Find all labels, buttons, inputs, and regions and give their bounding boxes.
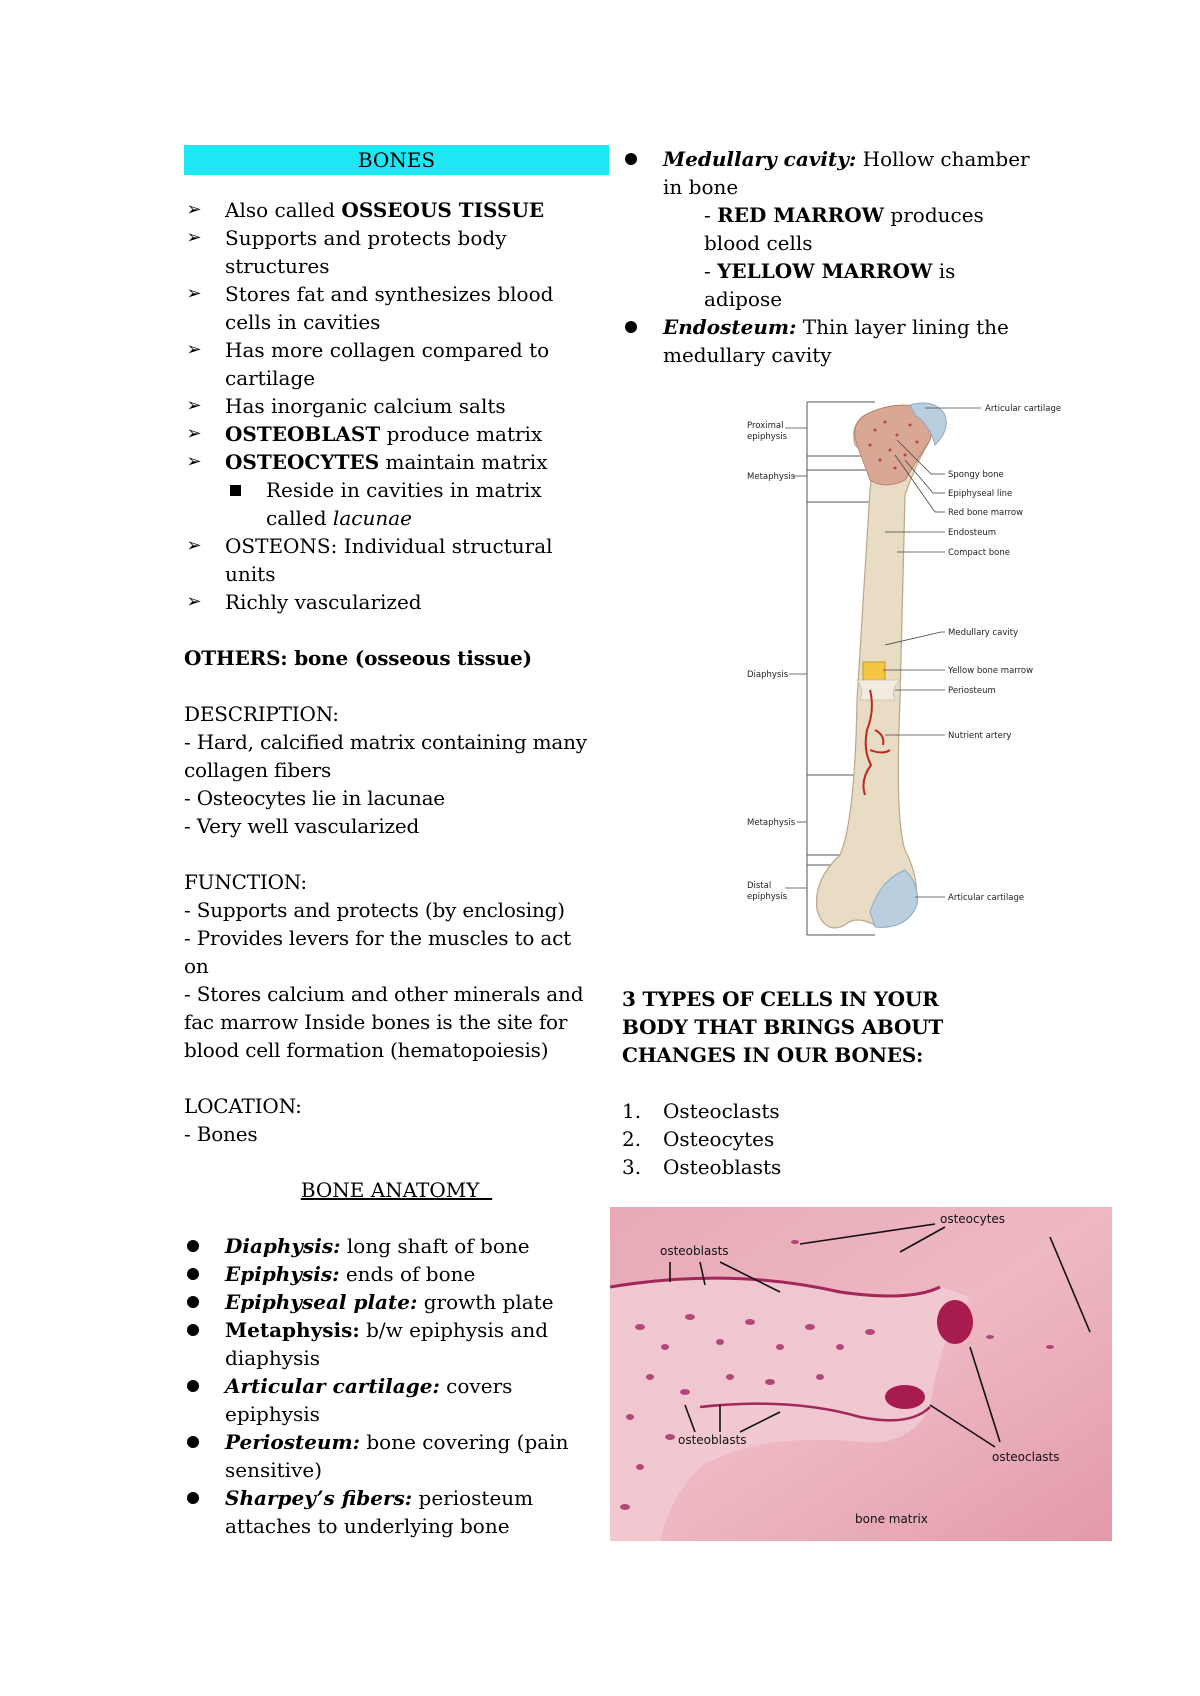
label-red-bone-marrow: Red bone marrow <box>948 508 1024 518</box>
definition: attaches to underlying bone <box>225 1514 510 1538</box>
list-item <box>184 588 604 616</box>
definition: Hollow chamber <box>856 147 1030 171</box>
definition: long shaft of bone <box>340 1234 530 1258</box>
sub-list-item-continuation <box>184 504 604 532</box>
list-item <box>184 420 604 448</box>
description-line: - Hard, calcified matrix containing many <box>184 730 587 754</box>
list-number: 2. <box>622 1127 642 1151</box>
marrow-line <box>622 201 1142 229</box>
function-line: - Provides levers for the muscles to act <box>184 926 571 950</box>
list-item <box>622 313 1142 341</box>
item-text: units <box>225 562 276 586</box>
bone-region-labels <box>745 400 815 940</box>
label-osteocytes: osteocytes <box>940 1212 1006 1226</box>
list-number: 3. <box>622 1155 642 1179</box>
item-text: Osteoclasts <box>663 1099 780 1123</box>
arrowhead-bullet-icon: ➢ <box>186 423 202 444</box>
item-text: produce matrix <box>380 422 543 446</box>
dash: - <box>704 203 718 227</box>
square-bullet-icon <box>230 485 241 496</box>
item-text: maintain matrix <box>379 450 548 474</box>
definition: Thin layer lining the <box>796 315 1009 339</box>
list-item <box>622 1097 1142 1125</box>
definition: bone covering (pain <box>360 1430 569 1454</box>
left-labels <box>747 421 796 902</box>
cells-heading-line: CHANGES IN OUR BONES: <box>622 1043 924 1067</box>
arrowhead-bullet-icon: ➢ <box>186 395 202 416</box>
list-item <box>184 1288 604 1316</box>
item-bold: OSTEOCYTES <box>225 450 380 474</box>
cells-heading <box>622 1013 1142 1041</box>
anatomy-list <box>184 1232 604 1540</box>
page-title: BONES <box>184 145 609 175</box>
list-item <box>184 1260 604 1288</box>
term: Endosteum: <box>663 315 797 339</box>
list-item <box>184 336 604 364</box>
term: Epiphysis: <box>225 1262 340 1286</box>
sub-list-item <box>184 476 604 504</box>
label-nutrient-artery: Nutrient artery <box>948 731 1012 741</box>
marrow-line-continuation: blood cells <box>704 231 813 255</box>
round-bullet-icon <box>187 1324 199 1336</box>
term: RED MARROW <box>717 203 885 227</box>
label-compact-bone: Compact bone <box>948 548 1010 558</box>
label-diaphysis: Diaphysis <box>747 670 789 680</box>
list-item <box>184 1316 604 1344</box>
list-item <box>622 1125 1142 1153</box>
list-item-continuation <box>184 1456 604 1484</box>
marrow-line-continuation: adipose <box>704 287 783 311</box>
label-medullary-cavity: Medullary cavity <box>948 628 1019 638</box>
arrowhead-bullet-icon: ➢ <box>186 451 202 472</box>
label-distal: Distal <box>747 881 772 891</box>
label-periosteum: Periosteum <box>948 686 996 696</box>
definition: ends of bone <box>339 1262 476 1286</box>
list-item-continuation <box>184 364 604 392</box>
list-item <box>184 196 604 224</box>
list-item-continuation <box>184 252 604 280</box>
definition: growth plate <box>417 1290 554 1314</box>
term: Periosteum: <box>225 1430 361 1454</box>
round-bullet-icon <box>625 153 637 165</box>
label-osteoblasts-top: osteoblasts <box>660 1244 729 1258</box>
list-item <box>184 392 604 420</box>
label-bone-matrix: bone matrix <box>855 1512 928 1526</box>
label-osteoclasts: osteoclasts <box>992 1450 1060 1464</box>
list-item <box>184 1484 604 1512</box>
others-heading-text: OTHERS: bone (osseous tissue) <box>184 646 532 670</box>
label-yellow-bone-marrow: Yellow bone marrow <box>948 666 1034 676</box>
list-item <box>184 532 604 560</box>
item-text: Osteoblasts <box>663 1155 782 1179</box>
label-epiphyseal-line: Epiphyseal line <box>948 489 1013 499</box>
list-item-continuation <box>184 560 604 588</box>
term: Medullary cavity: <box>663 147 857 171</box>
definition: medullary cavity <box>663 343 832 367</box>
item-text: Osteocytes <box>663 1127 775 1151</box>
others-heading <box>184 644 604 672</box>
label-proximal-epiphysis: epiphysis <box>747 432 788 442</box>
list-item <box>184 280 604 308</box>
description-line: collagen fibers <box>184 758 332 782</box>
list-item <box>184 1372 604 1400</box>
list-item-continuation <box>184 308 604 336</box>
term: Diaphysis: <box>225 1234 341 1258</box>
list-item-continuation <box>622 173 1142 201</box>
label-proximal: Proximal <box>747 421 784 431</box>
term: Metaphysis: <box>225 1318 360 1342</box>
label-metaphysis-distal: Metaphysis <box>747 818 796 828</box>
definition: sensitive) <box>225 1458 323 1482</box>
osteoclast-cell <box>885 1385 925 1409</box>
item-text: Has inorganic calcium salts <box>225 394 506 418</box>
bones-list <box>184 196 604 616</box>
item-text: Supports and protects body <box>225 226 507 250</box>
arrowhead-bullet-icon: ➢ <box>186 339 202 360</box>
function-line: - Stores calcium and other minerals and <box>184 982 584 1006</box>
dash: - <box>704 259 718 283</box>
item-text: cartilage <box>225 366 316 390</box>
term: YELLOW MARROW <box>717 259 933 283</box>
label-osteoblasts-bottom: osteoblasts <box>678 1433 747 1447</box>
cells-heading-line: BODY THAT BRINGS ABOUT <box>622 1015 944 1039</box>
label-articular-cartilage-distal: Articular cartilage <box>948 893 1025 903</box>
list-item-continuation <box>184 1344 604 1372</box>
item-italic: lacunae <box>332 506 412 530</box>
list-item-continuation <box>184 1512 604 1540</box>
function-line: fac marrow Inside bones is the site for <box>184 1010 568 1034</box>
item-text: Stores fat and synthesizes blood <box>225 282 554 306</box>
list-item-continuation <box>184 1400 604 1428</box>
function-line: - Supports and protects (by enclosing) <box>184 898 565 922</box>
definition: covers <box>439 1374 513 1398</box>
label-distal-epiphysis: epiphysis <box>747 892 788 902</box>
anatomy-heading-text: BONE ANATOMY <box>300 1178 480 1202</box>
term: Epiphyseal plate: <box>225 1290 418 1314</box>
term: Sharpey’s fibers: <box>225 1486 413 1510</box>
location-label: LOCATION: <box>184 1094 302 1118</box>
label-endosteum: Endosteum <box>948 528 997 538</box>
item-text: Reside in cavities in matrix <box>266 478 542 502</box>
function-line: blood cell formation (hematopoiesis) <box>184 1038 549 1062</box>
cells-heading <box>622 985 1142 1013</box>
cells-heading <box>622 1041 1142 1069</box>
definition: diaphysis <box>225 1346 321 1370</box>
osteoclast-cell <box>937 1300 973 1344</box>
list-item <box>184 1232 604 1260</box>
description-line: - Very well vascularized <box>184 814 420 838</box>
function-label: FUNCTION: <box>184 870 307 894</box>
arrowhead-bullet-icon: ➢ <box>186 591 202 612</box>
label-metaphysis: Metaphysis <box>747 472 796 482</box>
round-bullet-icon <box>187 1492 199 1504</box>
item-text: Has more collagen compared to <box>225 338 550 362</box>
arrowhead-bullet-icon: ➢ <box>186 227 202 248</box>
list-item <box>622 145 1142 173</box>
list-item <box>184 1428 604 1456</box>
arrowhead-bullet-icon: ➢ <box>186 535 202 556</box>
item-text: cells in cavities <box>225 310 381 334</box>
item-text: structures <box>225 254 330 278</box>
left-column <box>184 145 604 1540</box>
right-labels <box>947 404 1061 903</box>
round-bullet-icon <box>187 1296 199 1308</box>
anatomy-heading <box>184 1176 609 1204</box>
item-bold: OSSEOUS TISSUE <box>341 198 545 222</box>
list-item <box>184 224 604 252</box>
item-text: called <box>266 506 333 530</box>
round-bullet-icon <box>187 1268 199 1280</box>
periosteum-peel <box>857 680 900 700</box>
cells-section <box>622 985 1142 1181</box>
definition: b/w epiphysis and <box>359 1318 548 1342</box>
marrow-line <box>622 257 1142 285</box>
definition: in bone <box>663 175 739 199</box>
round-bullet-icon <box>187 1436 199 1448</box>
arrowhead-bullet-icon: ➢ <box>186 199 202 220</box>
round-bullet-icon <box>187 1380 199 1392</box>
yellow-bone-marrow <box>863 662 885 680</box>
definition: produces <box>884 203 984 227</box>
arrowhead-bullet-icon: ➢ <box>186 283 202 304</box>
description-line: - Osteocytes lie in lacunae <box>184 786 445 810</box>
item-bold: OSTEOBLAST <box>225 422 381 446</box>
label-articular-cartilage: Articular cartilage <box>985 404 1062 414</box>
item-text: Also called <box>225 198 342 222</box>
label-spongy-bone: Spongy bone <box>948 470 1004 480</box>
bone-micrograph <box>610 1207 1112 1541</box>
definition: is <box>932 259 956 283</box>
round-bullet-icon <box>187 1240 199 1252</box>
right-column <box>622 145 1142 369</box>
list-item <box>622 1153 1142 1181</box>
term: Articular cartilage: <box>225 1374 440 1398</box>
item-text: OSTEONS: Individual structural <box>225 534 553 558</box>
definition: periosteum <box>412 1486 534 1510</box>
list-item-continuation <box>622 341 1142 369</box>
cells-heading-line: 3 TYPES OF CELLS IN YOUR <box>622 987 939 1011</box>
round-bullet-icon <box>625 321 637 333</box>
item-text: Richly vascularized <box>225 590 422 614</box>
function-line: on <box>184 954 209 978</box>
list-number: 1. <box>622 1099 642 1123</box>
definition: epiphysis <box>225 1402 320 1426</box>
list-item <box>184 448 604 476</box>
description-label: DESCRIPTION: <box>184 702 339 726</box>
location-line: - Bones <box>184 1122 258 1146</box>
